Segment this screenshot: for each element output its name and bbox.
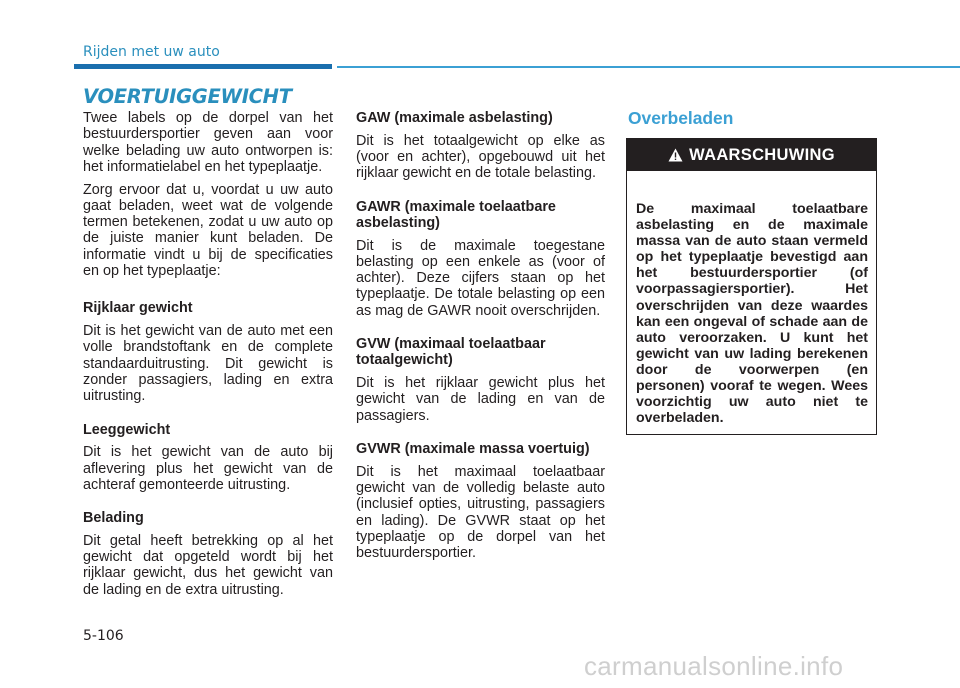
term-heading: Belading: [83, 510, 144, 527]
warning-label: WAARSCHUWING: [689, 145, 835, 164]
warning-header: [627, 139, 876, 171]
section-header: Rijden met uw auto: [83, 44, 220, 60]
term-heading: GVWR (maximale massa voertuig): [356, 440, 590, 457]
column-1: [83, 110, 333, 604]
overbeladen-title: Overbeladen: [628, 108, 734, 128]
page-number: 5-106: [83, 628, 124, 644]
column-2: [356, 110, 605, 568]
intro-paragraph: Twee labels op de dorpel van het bestuurdersportier geven aan voor welke belading uw auto ontworpen is: het informatielabel en het typeplaatje.: [83, 110, 333, 175]
header-bar-dark: [74, 64, 332, 69]
term-heading: GVW (maximaal toelaatbaar totaalgewicht): [356, 336, 546, 369]
term-heading: GAWR (maximale toelaatbare asbelasting): [356, 198, 556, 231]
warning-box: [626, 138, 877, 435]
warning-triangle-icon: [668, 148, 683, 162]
term-text: Dit is het rijklaar gewicht plus het gewicht van de lading en van de passagiers.: [356, 375, 605, 424]
term-text: Dit is de maximale toegestane belasting op een enkele as (voor of achter). Deze cijfers staan op het typeplaatje. De totale belasting op een as mag de GAWR nooit overschrijden.: [356, 237, 605, 319]
watermark: carmanualsonline.info: [584, 651, 844, 681]
term-heading: GAW (maximale asbelasting): [356, 110, 553, 126]
term-text: Dit is het totaalgewicht op elke as (voor en achter), opgebouwd uit het rijklaar gewicht en de totale belasting.: [356, 132, 605, 182]
term-heading: Rijklaar gewicht: [83, 300, 193, 317]
warning-text: De maximaal toelaatbare asbelasting en de maximale massa van de auto staan vermeld op het typeplaatje bevestigd aan het bestuurdersportier (of voorpassagiersportier). Het overschrijden van deze waardes kan een ongeval of schade aan de auto veroorzaken. U kunt het gewicht van uw lading berekenen door de voorwerpen (en personen) vooraf te wegen. Wees voorzichtig uw auto niet te overbeladen.: [636, 201, 868, 427]
term-text: Dit is het gewicht van de auto bij aflevering plus het gewicht van de achteraf gemonteerde uitrusting.: [83, 444, 333, 493]
header-bar-light: [337, 66, 960, 68]
term-heading: Leeggewicht: [83, 421, 171, 438]
page-title: VOERTUIGGEWICHT: [83, 85, 292, 108]
term-text: Dit is het gewicht van de auto met een volle brandstoftank en de complete standaarduitrusting. Dit gewicht is zonder passagiers, lading en extra uitrusting.: [83, 323, 333, 405]
term-text: Dit getal heeft betrekking op al het gewicht dat opgeteld wordt bij het rijklaar gewicht, dus het gewicht van de lading en de extra uitrusting.: [83, 532, 333, 598]
intro-paragraph: Zorg ervoor dat u, voordat u uw auto gaat beladen, weet wat de volgende termen betekenen, zodat u uw auto op de juiste manier kunt beladen. De informatie vindt u bij de specificaties en op het typeplaatje:: [83, 181, 333, 280]
term-text: Dit is het maximaal toelaatbaar gewicht van de volledig belaste auto (inclusief opties, uitrusting, passagiers en lading). De GVWR staat op het typeplaatje op de dorpel van het bestuurdersportier.: [356, 463, 605, 562]
